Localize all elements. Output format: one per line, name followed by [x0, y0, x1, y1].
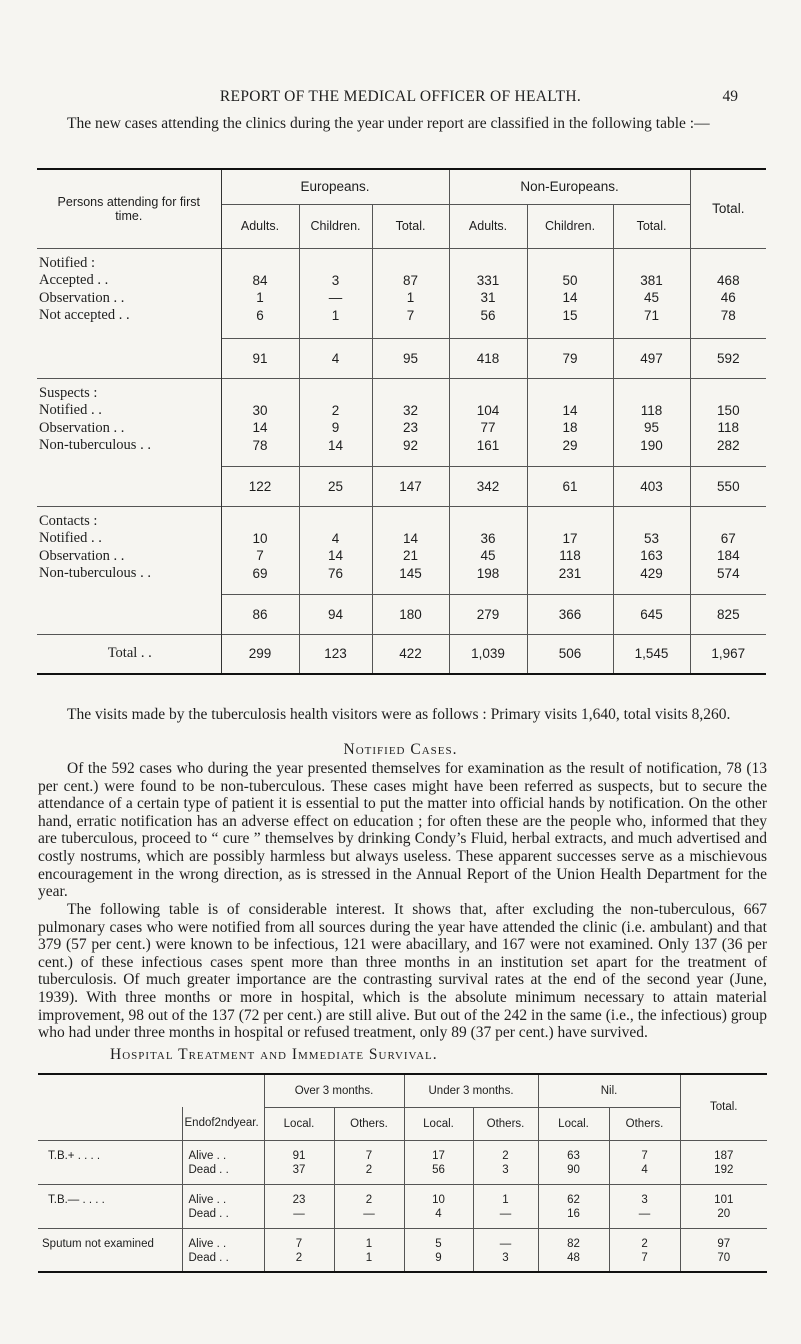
group-label: Sputum not examined: [38, 1228, 182, 1272]
col-others: Others.: [609, 1107, 680, 1140]
table-cell: —: [499, 1237, 512, 1250]
table-cell: 2: [502, 1149, 509, 1162]
table-cell: 92: [403, 437, 419, 453]
value-column-cell: [264, 1184, 334, 1228]
total-header: Total.: [690, 169, 766, 248]
table-cell: 32: [403, 402, 419, 418]
table-cell: 70: [717, 1251, 731, 1264]
table-cell: 2: [365, 1163, 373, 1176]
col-adults: Adults.: [449, 204, 527, 248]
table-cell: 282: [717, 437, 740, 453]
subtotal-cell: 79: [527, 338, 613, 378]
table-cell: 71: [644, 307, 660, 323]
hospital-treatment-heading: Hospital Treatment and Immediate Survival.: [110, 1046, 438, 1063]
col-local: Local.: [404, 1107, 473, 1140]
table-cell: 45: [644, 290, 660, 305]
value-column-cell: [404, 1140, 473, 1184]
subtotal-cell: 342: [449, 466, 527, 506]
table-cell: 6: [256, 307, 264, 323]
paragraph-notified: Of the 592 cases who during the year presented themselves for examination as the result of notification, 78 (13 per cent.) were found to be non-tuberculous. These cases might have been referred as suspects, but to secure the attendance of a certain type of patient it is essential to put the matter into official hands by notification. On the other hand, erratic notification has an adverse effect on education ; for often these are the people who, informed that they are tuberculous, proceed to “ cure ” themselves by drinking Condy’s Fluid, herbal extracts, and much advertised and costly nostrums, which are possibly harmless but always useless. These apparent successes serve as a mischievous encouragement in the wrong direction, as is stressed in the Annual Report of the Union Health Department for the year.: [38, 760, 767, 901]
table-cell: 90: [567, 1163, 580, 1176]
section-title: Notified :: [39, 254, 95, 271]
table-cell: 468: [717, 272, 740, 288]
status-label: Alive . .: [188, 1237, 227, 1250]
value-column-cell: [527, 506, 613, 594]
group-label: T.B.+ . . . .: [38, 1140, 182, 1184]
value-column-cell: [613, 248, 690, 338]
value-column-cell: [473, 1184, 538, 1228]
col-children: Children.: [527, 204, 613, 248]
table-cell: 37: [292, 1163, 306, 1176]
status-cell: [182, 1228, 264, 1272]
value-column-cell: [334, 1184, 404, 1228]
table-cell: 82: [567, 1237, 580, 1250]
value-column-cell: [221, 506, 299, 594]
table-cell: 118: [640, 402, 663, 418]
grand-total-cell: 422: [372, 634, 449, 674]
running-header: REPORT OF THE MEDICAL OFFICER OF HEALTH.: [219, 88, 582, 105]
table-cell: 118: [717, 420, 740, 435]
grand-total-cell: 1,039: [449, 634, 527, 674]
subtotal-cell: 94: [299, 594, 372, 634]
value-column-cell: [538, 1184, 609, 1228]
table-cell: 31: [480, 290, 496, 305]
table-cell: 95: [644, 420, 660, 435]
europeans-header: Europeans.: [300, 179, 370, 195]
table-cell: 23: [292, 1193, 306, 1206]
table-cell: 14: [327, 437, 344, 453]
value-column-cell: [334, 1228, 404, 1272]
value-column-cell: [221, 378, 299, 466]
end-of-year-header: Endof2ndyear.: [182, 1107, 264, 1140]
over-3-months-header: Over 3 months.: [264, 1074, 404, 1107]
section-title: Contacts :: [39, 512, 98, 529]
table-cell: 50: [562, 272, 578, 288]
value-column-cell: [690, 248, 766, 338]
group-label: T.B.— . . . .: [38, 1184, 182, 1228]
value-column-cell: [299, 378, 372, 466]
table-cell: 17: [562, 530, 578, 546]
table-cell: 17: [432, 1149, 445, 1162]
status-label: Alive . .: [188, 1193, 227, 1206]
value-column-cell: [690, 506, 766, 594]
table-cell: 53: [644, 530, 660, 546]
table-cell: 18: [562, 420, 578, 435]
table-cell: —: [293, 1207, 305, 1220]
value-column-cell: [527, 248, 613, 338]
table-cell: 78: [252, 437, 268, 453]
value-column-cell: [264, 1228, 334, 1272]
value-column-cell: [372, 506, 449, 594]
table-cell: 97: [717, 1237, 731, 1250]
col-others: Others.: [334, 1107, 404, 1140]
table-cell: 77: [480, 420, 496, 435]
table-cell: 429: [640, 565, 663, 581]
table-cell: 7: [365, 1149, 373, 1162]
subtotal-cell: 279: [449, 594, 527, 634]
table-cell: 36: [480, 530, 496, 546]
table-cell: 145: [399, 565, 422, 581]
table-cell: 104: [476, 402, 500, 418]
col-others: Others.: [473, 1107, 538, 1140]
row-label: Observation . .: [39, 547, 125, 564]
table-cell: 10: [432, 1193, 445, 1206]
table-cell: 48: [567, 1251, 580, 1264]
col-total: Total.: [372, 204, 449, 248]
table-cell: 62: [567, 1193, 580, 1206]
table-cell: 29: [562, 437, 578, 453]
clinic-cases-table: [37, 168, 766, 675]
table-cell: 14: [562, 402, 578, 418]
table-cell: 101: [714, 1193, 734, 1206]
table-cell: 150: [717, 402, 740, 418]
value-column-cell: [473, 1140, 538, 1184]
value-column-cell: [449, 248, 527, 338]
table-cell: 7: [641, 1149, 648, 1162]
table-cell: 187: [714, 1149, 734, 1162]
grand-total-cell: 506: [527, 634, 613, 674]
table-cell: 56: [480, 307, 496, 323]
table-cell: 14: [252, 420, 268, 435]
value-column-cell: [613, 506, 690, 594]
table-cell: 1: [256, 290, 264, 305]
value-column-cell: [449, 506, 527, 594]
table-cell: 5: [435, 1237, 442, 1250]
row-label: Notified . .: [39, 402, 102, 418]
table-cell: 3: [502, 1163, 509, 1176]
page-number: 49: [722, 88, 738, 105]
table-cell: 76: [327, 565, 344, 581]
subtotal-cell: 86: [221, 594, 299, 634]
subtotal-cell: 497: [613, 338, 690, 378]
visits-paragraph: The visits made by the tuberculosis health visitors were as follows : Primary visits 1,640, total visits 8,260.: [67, 706, 731, 723]
table-cell: 46: [720, 290, 736, 305]
table-cell: 45: [480, 548, 496, 563]
status-label: Dead . .: [188, 1251, 229, 1264]
col-adults: Adults.: [221, 204, 299, 248]
table-cell: 3: [331, 272, 340, 288]
table-cell: 91: [292, 1149, 306, 1162]
value-column-cell: [299, 248, 372, 338]
hospital-survival-table: [38, 1073, 767, 1273]
row-label: Not accepted . .: [39, 307, 130, 323]
table-cell: 1: [365, 1251, 373, 1264]
table-cell: 3: [502, 1251, 509, 1264]
value-column-cell: [680, 1228, 767, 1272]
table-cell: 67: [720, 530, 736, 546]
col-local: Local.: [538, 1107, 609, 1140]
table-cell: 21: [403, 548, 419, 563]
nil-header: Nil.: [538, 1074, 680, 1107]
table-cell: 1: [331, 307, 340, 323]
intro-paragraph: The new cases attending the clinics during the year under report are classified in the following table :—: [67, 115, 710, 132]
grand-total-cell: 299: [221, 634, 299, 674]
table-cell: 9: [435, 1251, 442, 1264]
subtotal-cell: 366: [527, 594, 613, 634]
subtotal-cell: 550: [690, 466, 766, 506]
value-column-cell: [609, 1184, 680, 1228]
value-column-cell: [538, 1140, 609, 1184]
status-cell: [182, 1140, 264, 1184]
table-cell: —: [363, 1207, 375, 1220]
value-column-cell: [299, 506, 372, 594]
table-cell: 4: [331, 530, 340, 546]
row-label: Non-tuberculous . .: [39, 437, 151, 453]
under-3-months-header: Under 3 months.: [404, 1074, 538, 1107]
paragraph-survival: The following table is of considerable interest. It shows that, after excluding the non-tuberculous, 667 pulmonary cases who were notified from all sources during the year have attended the clinic (i.e. ambulant) and that 379 (57 per cent.) were known to be infectious, 121 were abacillary, and 167 were not examined. Only 137 (36 per cent.) of these infectious cases spent more than three months in an institution set apart for the treatment of tuberculosis. Of much greater importance are the contrasting survival rates at the end of the second year (June, 1939). With three months or more in hospital, which is the absolute minimum necessary to attain material improvement, 98 out of the 137 (72 per cent.) are still alive. But out of the 242 in the same (i.e., the infectious) group who had under three months in hospital or refused treatment, only 89 (37 per cent.) have survived.: [38, 901, 767, 1042]
notified-cases-heading: Notified Cases.: [343, 741, 458, 758]
value-column-cell: [680, 1140, 767, 1184]
table-cell: —: [638, 1207, 651, 1220]
value-column-cell: [613, 378, 690, 466]
subtotal-cell: 4: [299, 338, 372, 378]
non-europeans-header: Non-Europeans.: [449, 169, 690, 204]
col-local: Local.: [264, 1107, 334, 1140]
row-label: Accepted . .: [39, 272, 109, 288]
section-title: Suspects :: [39, 384, 98, 401]
table-cell: 2: [331, 402, 340, 418]
table-cell: 2: [641, 1237, 648, 1250]
section-labels: [37, 506, 221, 634]
subtotal-cell: 122: [221, 466, 299, 506]
table-cell: 184: [717, 548, 740, 563]
table-cell: 1: [406, 290, 415, 305]
table-cell: 331: [476, 272, 500, 288]
value-column-cell: [690, 378, 766, 466]
table-cell: 84: [252, 272, 268, 288]
table-cell: 9: [331, 420, 340, 435]
subtotal-cell: 147: [372, 466, 449, 506]
table-cell: 574: [717, 565, 740, 581]
section-labels: [37, 378, 221, 506]
table-cell: 7: [256, 548, 264, 563]
grand-total-cell: 1,545: [613, 634, 690, 674]
value-column-cell: [527, 378, 613, 466]
value-column-cell: [538, 1228, 609, 1272]
status-label: Dead . .: [188, 1207, 229, 1220]
table-cell: 56: [432, 1163, 445, 1176]
table-cell: 4: [435, 1207, 442, 1220]
table-cell: 192: [714, 1163, 734, 1176]
status-label: Alive . .: [188, 1149, 227, 1162]
value-column-cell: [449, 378, 527, 466]
row-label: Observation . .: [39, 419, 125, 436]
table-cell: 4: [641, 1163, 648, 1176]
row-label: Non-tuberculous . .: [39, 565, 151, 581]
subtotal-cell: 418: [449, 338, 527, 378]
table-cell: 2: [365, 1193, 373, 1206]
value-column-cell: [221, 248, 299, 338]
table-cell: 198: [476, 565, 500, 581]
table-cell: 1: [502, 1193, 509, 1206]
table-cell: 10: [252, 530, 268, 546]
table-cell: —: [499, 1207, 512, 1220]
table-cell: 2: [295, 1251, 303, 1264]
value-column-cell: [264, 1140, 334, 1184]
subtotal-cell: 95: [372, 338, 449, 378]
table-cell: 14: [403, 530, 419, 546]
table-cell: 23: [403, 420, 419, 435]
subtotal-cell: 592: [690, 338, 766, 378]
table-cell: 118: [559, 548, 581, 563]
table-cell: 381: [640, 272, 663, 288]
table-cell: 1: [365, 1237, 373, 1250]
table-cell: 20: [717, 1207, 731, 1220]
value-column-cell: [334, 1140, 404, 1184]
value-column-cell: [680, 1184, 767, 1228]
row-label: Notified . .: [39, 530, 102, 546]
value-column-cell: [404, 1228, 473, 1272]
status-label: Dead . .: [188, 1163, 229, 1176]
table-cell: 7: [406, 307, 415, 323]
grand-total-cell: 1,967: [690, 634, 766, 674]
table-cell: 14: [327, 548, 344, 563]
subtotal-cell: 645: [613, 594, 690, 634]
value-column-cell: [404, 1184, 473, 1228]
col-total: Total.: [613, 204, 690, 248]
section-labels: [37, 248, 221, 378]
table-cell: 63: [567, 1149, 580, 1162]
table-cell: 78: [720, 307, 736, 323]
table-cell: 7: [641, 1251, 648, 1264]
table-cell: 7: [295, 1237, 303, 1250]
grand-total-cell: 123: [299, 634, 372, 674]
table-cell: 16: [567, 1207, 580, 1220]
subtotal-cell: 91: [221, 338, 299, 378]
subtotal-cell: 403: [613, 466, 690, 506]
table-cell: 161: [476, 437, 500, 453]
value-column-cell: [372, 248, 449, 338]
table-cell: 190: [640, 437, 663, 453]
value-column-cell: [609, 1228, 680, 1272]
table-cell: 15: [562, 307, 578, 323]
value-column-cell: [609, 1140, 680, 1184]
table-cell: 163: [640, 548, 663, 563]
value-column-cell: [372, 378, 449, 466]
subtotal-cell: 825: [690, 594, 766, 634]
table-cell: 3: [641, 1193, 648, 1206]
total-header: Total.: [680, 1074, 767, 1140]
value-column-cell: [473, 1228, 538, 1272]
table-cell: 231: [558, 565, 582, 581]
corner-header: Persons attending for first time.: [37, 169, 221, 248]
table-cell: 14: [562, 290, 578, 305]
col-children: Children.: [299, 204, 372, 248]
grand-total-label: Total . .: [37, 634, 221, 674]
subtotal-cell: 61: [527, 466, 613, 506]
subtotal-cell: 180: [372, 594, 449, 634]
table-cell: 69: [252, 565, 268, 581]
table-cell: —: [328, 290, 343, 305]
table-cell: 87: [403, 272, 419, 288]
status-cell: [182, 1184, 264, 1228]
row-label: Observation . .: [39, 289, 125, 306]
table-cell: 30: [252, 402, 268, 418]
subtotal-cell: 25: [299, 466, 372, 506]
